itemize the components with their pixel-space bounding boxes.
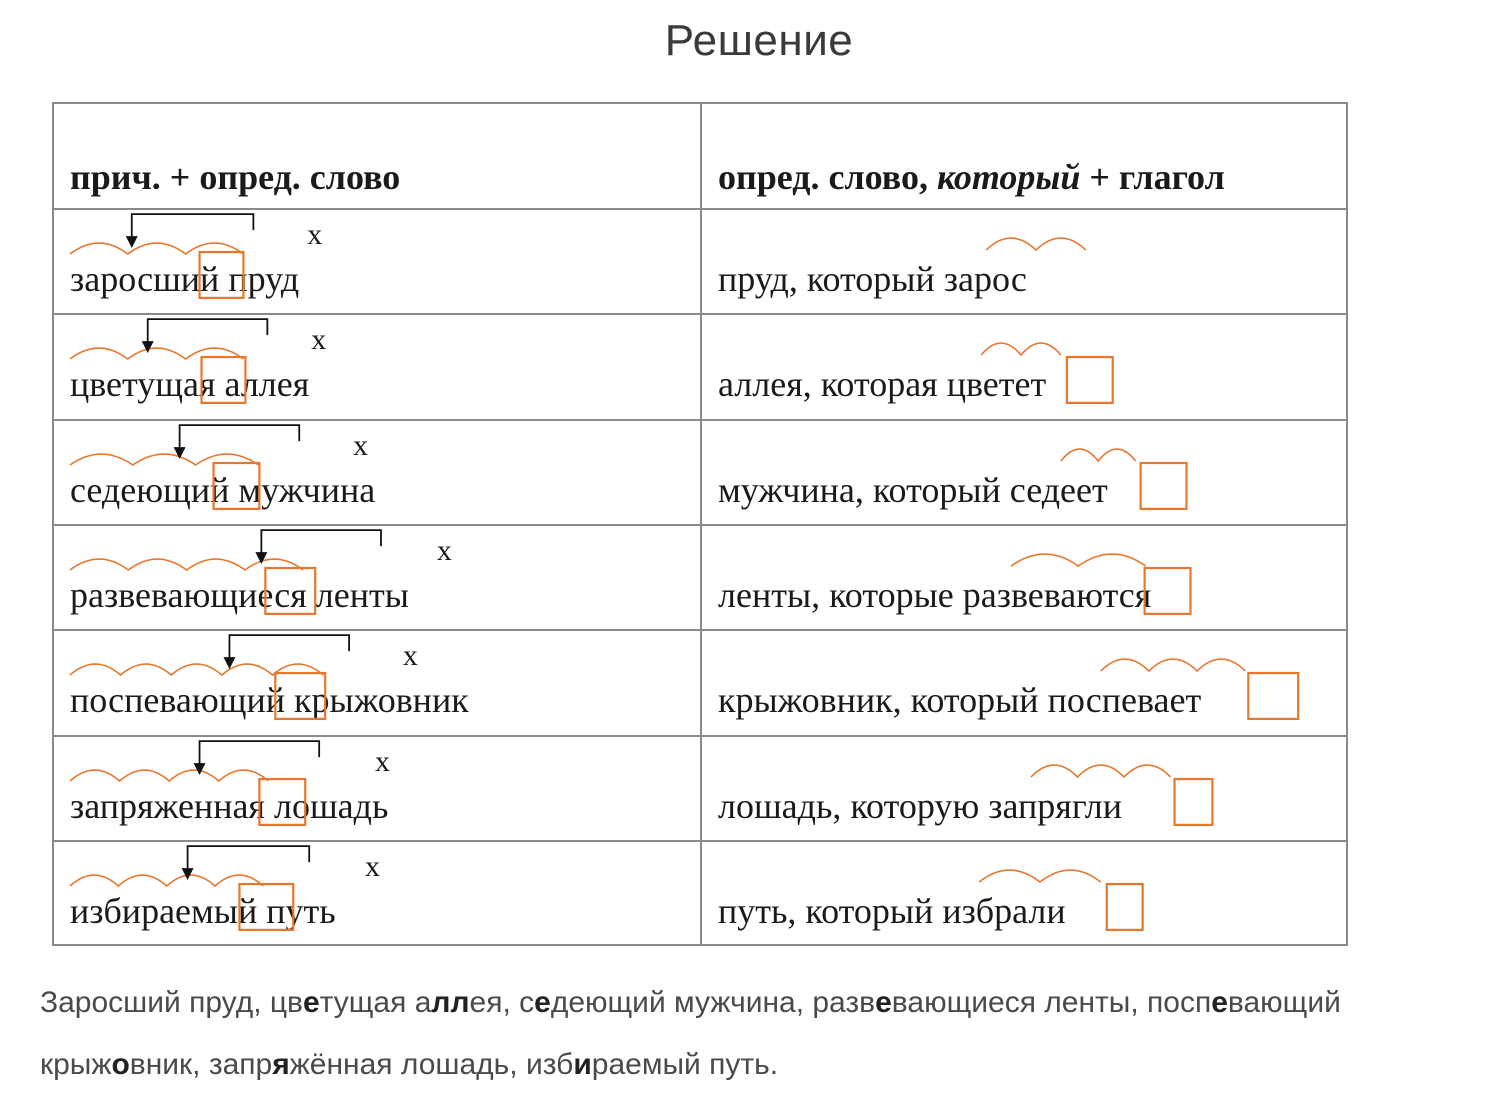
table-row [54, 526, 1346, 631]
header-participle: прич. + опред. слово [70, 157, 401, 197]
root-arc-left [70, 243, 243, 254]
root-arc-right [979, 870, 1101, 882]
root-arc-right [1101, 659, 1246, 671]
table-row [54, 315, 1346, 420]
ending-box-right [1175, 779, 1213, 825]
table-row [54, 210, 1346, 315]
main-word-mark: х [307, 218, 323, 252]
stressed-letter: лл [431, 986, 470, 1019]
root-arc-left [70, 664, 323, 675]
relative-clause-phrase: лошадь, которую запрягли [718, 785, 1122, 826]
main-word-mark: х [402, 639, 418, 673]
header-relative-clause [718, 156, 1225, 198]
answer-line-2 [40, 1034, 1480, 1096]
arrow-down-icon [182, 868, 194, 880]
relative-clause-phrase: крыжовник, который поспевает [718, 680, 1202, 721]
answer-text: жённая лошадь, изб [289, 1048, 574, 1081]
root-arc-right [1031, 765, 1171, 777]
participle-phrase: запряженная лошадь [70, 785, 389, 826]
participle-phrase: седеющий мужчина [70, 469, 376, 510]
participle-phrase: избираемый путь [70, 890, 336, 931]
relative-clause-phrase: ленты, которые развеваются [718, 574, 1152, 615]
relative-clause-phrase: мужчина, который седеет [718, 469, 1108, 510]
table-row [54, 631, 1346, 736]
root-arc-left [70, 348, 243, 359]
root-arc-right [986, 238, 1086, 250]
root-arc-left [70, 875, 263, 886]
header-right-suffix: + глагол [1080, 157, 1225, 197]
header-right-italic: который [936, 157, 1081, 197]
root-arc-right [981, 343, 1061, 355]
table-row [54, 737, 1346, 842]
answer-line-1 [40, 972, 1480, 1034]
stressed-letter: е [534, 986, 551, 1019]
answer-text: деющий мужчина, разв [550, 986, 876, 1019]
arrow-down-icon [255, 552, 267, 564]
main-word-mark: х [365, 849, 380, 883]
dependency-bracket [132, 214, 254, 240]
dependency-bracket [229, 635, 349, 661]
arrow-down-icon [126, 236, 138, 248]
main-word-mark: х [311, 323, 327, 357]
ending-box-right [1067, 357, 1113, 403]
participle-phrase: цветущая аллея [70, 364, 310, 405]
main-word-mark: х [375, 744, 390, 778]
stressed-letter: о [111, 1048, 130, 1081]
relative-clause-phrase: аллея, которая цветет [718, 364, 1047, 405]
stressed-letter: е [875, 986, 892, 1019]
answer-text: тущая а [319, 986, 432, 1019]
arrow-down-icon [194, 763, 206, 775]
answer-text: ея, с [469, 986, 535, 1019]
participle-phrase: развевающиеся ленты [70, 574, 409, 615]
root-arc-left [70, 454, 258, 465]
dependency-bracket [188, 846, 310, 872]
table-row [54, 421, 1346, 526]
page-title: Решение [664, 16, 854, 65]
arrow-down-icon [223, 657, 235, 669]
dependency-bracket [180, 425, 300, 451]
arrow-down-icon [174, 447, 186, 459]
answer-text: крыж [40, 1048, 112, 1081]
answer-text: раемый путь. [591, 1048, 779, 1081]
header-right-prefix: опред. слово, [718, 157, 937, 197]
stressed-letter: е [1211, 986, 1228, 1019]
dependency-bracket [200, 741, 320, 767]
root-arc-right [1061, 449, 1136, 461]
dependency-bracket [148, 319, 268, 345]
answer-text: вающий [1227, 986, 1341, 1019]
participle-phrase: поспевающий крыжовник [70, 680, 469, 721]
stressed-letter: я [272, 1048, 290, 1081]
stressed-letter: и [573, 1048, 592, 1081]
stressed-letter: е [302, 986, 320, 1019]
ending-box-right [1107, 884, 1143, 930]
main-word-mark: х [436, 533, 452, 567]
root-arc-right [1011, 554, 1146, 566]
root-arc-left [70, 770, 268, 781]
ending-box-right [1141, 463, 1187, 509]
answer-paragraph [40, 972, 1480, 1096]
answer-text: вающиеся ленты, посп [891, 986, 1212, 1019]
participle-phrase: заросший пруд [70, 259, 300, 299]
relative-clause-phrase: путь, который избрали [718, 890, 1066, 931]
answer-text: Заросший пруд, цв [40, 986, 303, 1019]
answer-text: вник, запр [129, 1048, 273, 1081]
main-word-mark: х [353, 428, 369, 462]
arrow-down-icon [142, 341, 154, 353]
root-arc-left [70, 559, 303, 570]
ending-box-right [1145, 568, 1191, 614]
dependency-bracket [261, 530, 381, 556]
table-row [54, 842, 1346, 947]
solution-table [52, 102, 1348, 946]
relative-clause-phrase: пруд, который зарос [718, 259, 1027, 299]
ending-box-right [1248, 673, 1298, 719]
